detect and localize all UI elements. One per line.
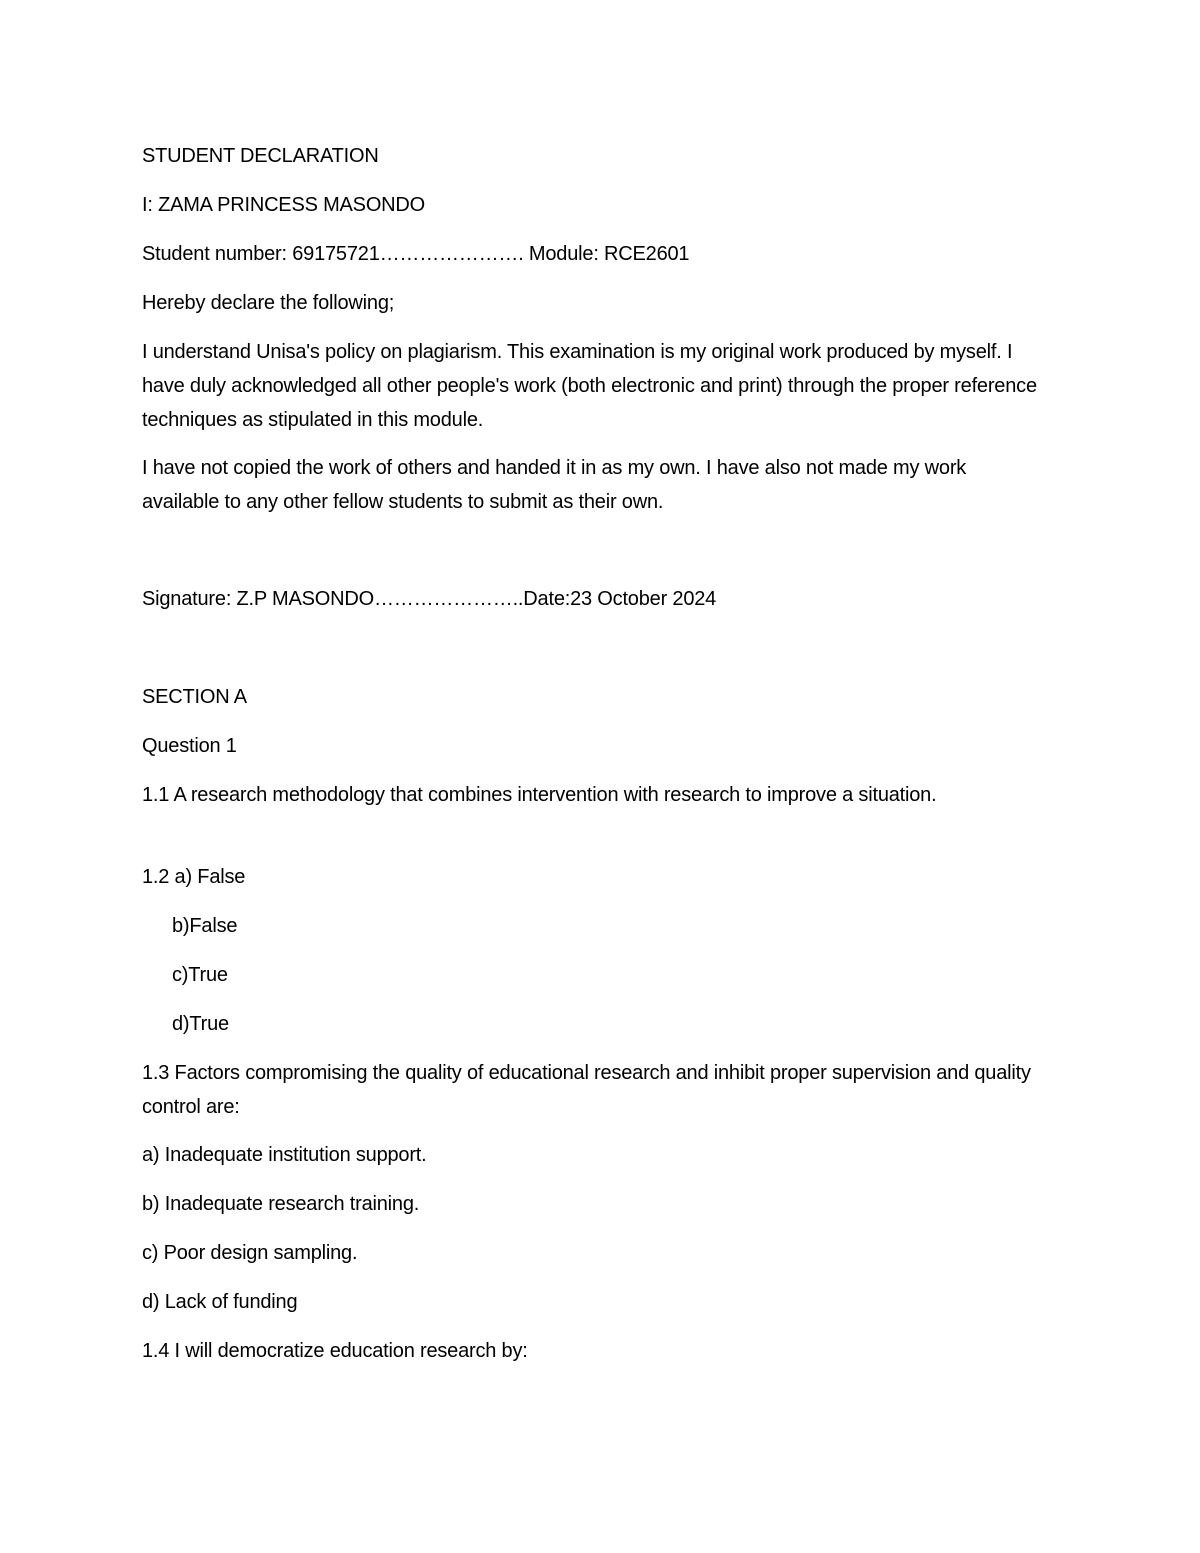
student-name-line: I: ZAMA PRINCESS MASONDO (142, 194, 426, 216)
list-item: b) Inadequate research training. (142, 1193, 420, 1215)
list-item: d) Lack of funding (142, 1291, 298, 1313)
declaration-paragraph-plagiarism: I understand Unisa's policy on plagiarism. This examination is my original work produced by myself. I have duly acknowledged all other people's work (both electronic and print) through the proper reference techniques as stipulated in this module. (142, 341, 1037, 431)
answer-1-2-b: b)False (172, 915, 238, 937)
list-item: c) Poor design sampling. (142, 1242, 358, 1264)
answer-1-1: 1.1 A research methodology that combines intervention with research to improve a situation. (142, 784, 937, 806)
signature-date-line: Signature: Z.P MASONDO…………………..Date:23 October 2024 (142, 588, 717, 610)
answer-1-3-intro: 1.3 Factors compromising the quality of educational research and inhibit proper supervision and quality control are: (142, 1062, 1031, 1118)
answer-1-4-intro: 1.4 I will democratize education research by: (142, 1340, 528, 1362)
answer-1-2-a: 1.2 a) False (142, 866, 246, 888)
declaration-paragraph-copying: I have not copied the work of others and handed it in as my own. I have also not made my work available to any other fellow students to submit as their own. (142, 457, 967, 513)
section-heading: SECTION A (142, 686, 247, 708)
student-number-line: Student number: 69175721…………………. Module: RCE2601 (142, 243, 690, 265)
list-item: a) Inadequate institution support. (142, 1144, 427, 1166)
answer-1-2-d: d)True (172, 1013, 229, 1035)
answer-1-2-c: c)True (172, 964, 228, 986)
declare-intro: Hereby declare the following; (142, 292, 395, 314)
question-heading: Question 1 (142, 735, 237, 757)
declaration-heading: STUDENT DECLARATION (142, 145, 379, 167)
